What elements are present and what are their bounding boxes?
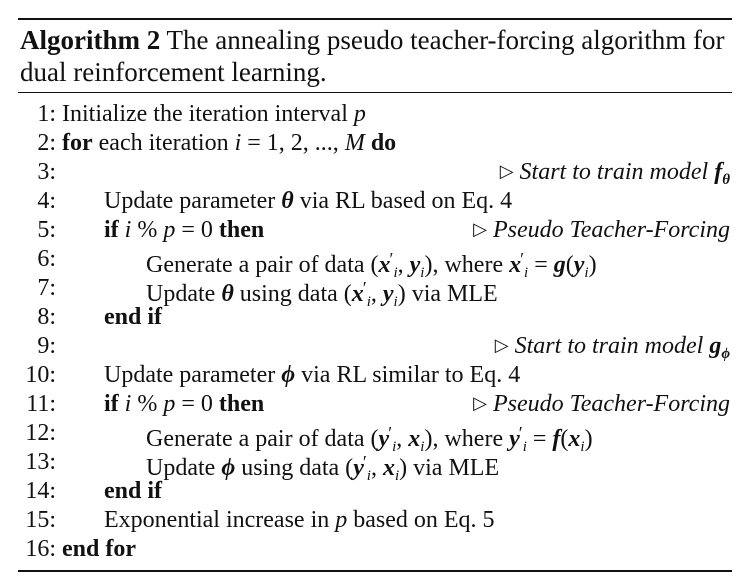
math-f-theta: $f_\theta$ (714, 159, 730, 188)
algorithm-line-4: 4: Update parameter θ via RL based on Eq. 4 (37, 188, 513, 214)
math-p: p (353, 101, 366, 127)
math-theta: θ (281, 188, 294, 214)
math-M: M (344, 130, 365, 156)
algorithm-line-8 (0, 303, 750, 332)
line-number: 2: (37, 130, 56, 156)
algorithm-line-15: 15: Exponential increase in p based on Eq. 5 (25, 507, 495, 533)
line-text: Initialize the iteration interval (62, 101, 354, 127)
line-number: 1: (37, 101, 56, 127)
header-rule (18, 92, 732, 93)
math-g-phi: $g_\phi$ (709, 333, 730, 362)
keyword-do: do (370, 130, 397, 156)
line-number: 6: (37, 246, 56, 272)
algorithm-title: The annealing pseudo teacher-forcing algorithm for dual reinforcement learning. (20, 25, 725, 87)
keyword-then: then (218, 217, 265, 243)
line-number: 8: (37, 304, 56, 330)
line-text: each iteration (92, 130, 235, 156)
math-i: i (234, 130, 242, 156)
line-number: 9: (37, 333, 56, 359)
algorithm-line-5: 5: if i % p = 0 then ▷ Pseudo Teacher-Forcing (0, 216, 750, 245)
bottom-rule (18, 570, 732, 572)
line-number: 4: (37, 188, 56, 214)
keyword-end-if: end if (104, 304, 163, 330)
triangle-icon: ▷ (473, 219, 487, 239)
comment: ▷ Start to train model $f_\theta$ (499, 159, 730, 188)
line-number: 16: (25, 536, 56, 562)
algorithm-label: Algorithm 2 (20, 25, 161, 55)
keyword-for: for (62, 130, 93, 156)
line-number: 15: (25, 507, 56, 533)
comment: ▷ Start to train model $g_\phi$ (494, 333, 730, 362)
triangle-icon: ▷ (494, 335, 509, 355)
algorithm-line-14 (0, 477, 750, 506)
algorithm-line-2 (0, 129, 750, 158)
algorithm-line-6: 6: Generate a pair of data ($x'_i$, $y_i$), where $x'_i = g(y_i)$ (37, 246, 597, 281)
line-number: 12: (25, 420, 56, 446)
algorithm-caption (20, 24, 732, 88)
keyword-end-if: end if (104, 478, 163, 504)
algorithm-line-16 (0, 535, 750, 564)
comment: ▷ Pseudo Teacher-Forcing (473, 217, 730, 243)
algorithm-line-3 (0, 158, 750, 187)
line-number: 7: (37, 275, 56, 301)
keyword-if: if (104, 217, 119, 243)
line-number: 3: (37, 159, 56, 185)
math-phi: ϕ (281, 362, 296, 388)
top-rule (18, 18, 732, 20)
keyword-then: then (218, 391, 265, 417)
algorithm-line-1 (0, 100, 750, 129)
comment: ▷ Pseudo Teacher-Forcing (473, 391, 730, 417)
triangle-icon: ▷ (499, 161, 514, 181)
line-number: 10: (25, 362, 56, 388)
algorithm-line-12: 12: Generate a pair of data ($y'_i$, $x_i$), where $y'_i = f(x_i)$ (25, 420, 593, 455)
line-number: 13: (25, 449, 56, 475)
algorithm-line-10: 10: Update parameter ϕ via RL similar to Eq. 4 (25, 362, 521, 388)
algorithm-line-7: 7: Update θ using data ($x'_i$, $y_i$) via MLE (37, 275, 498, 310)
line-number: 5: (37, 217, 56, 243)
line-number: 14: (25, 478, 56, 504)
algorithm-line-13: 13: Update ϕ using data ($y'_i$, $x_i$) via MLE (25, 449, 500, 484)
keyword-end-for: end for (62, 536, 136, 562)
algorithm-line-11: 11: if i % p = 0 then ▷ Pseudo Teacher-Forcing (0, 390, 750, 419)
triangle-icon: ▷ (473, 393, 487, 413)
keyword-if: if (104, 391, 119, 417)
algorithm-line-9 (0, 332, 750, 361)
line-number: 11: (26, 391, 56, 417)
math-range: = 1, 2, ..., (241, 130, 345, 156)
